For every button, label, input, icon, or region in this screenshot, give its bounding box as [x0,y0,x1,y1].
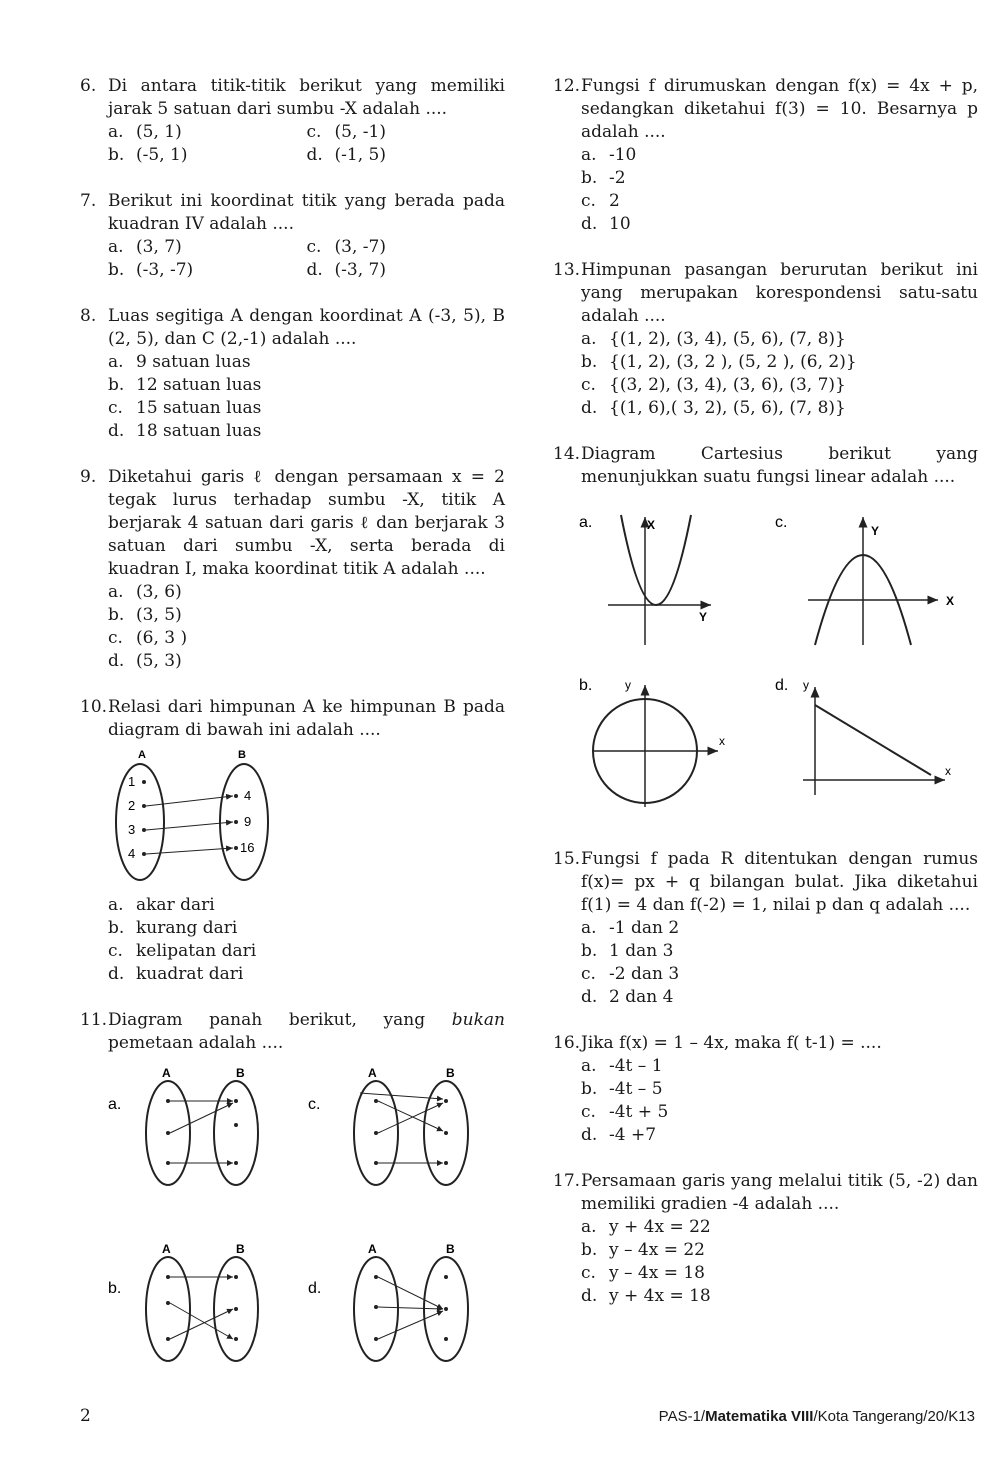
svg-text:X: X [647,518,656,532]
set-a-ellipse [116,764,164,880]
right-column [553,75,978,1308]
question-stem: Himpunan pasangan berurutan berikut ini yang merupakan korespondensi satu-satu adalah .... [581,260,978,326]
option-d[interactable]: d. 18 satuan luas [108,421,262,441]
svg-text:B: B [236,1242,245,1256]
svg-text:Y: Y [871,524,880,538]
svg-text:X: X [946,594,955,608]
graph-b[interactable] [579,677,725,807]
svg-text:B: B [236,1066,245,1080]
diagram-d[interactable] [308,1242,468,1361]
option-d[interactable]: d. {(1, 6),( 3, 2), (5, 6), (7, 8)} [581,398,846,418]
question-number: 15. [553,849,581,869]
option-d[interactable]: d. y + 4x = 18 [581,1286,711,1306]
option-d[interactable]: d. kuadrat dari [108,964,244,984]
question-number: 9. [80,467,97,487]
option-c[interactable]: c. (6, 3 ) [108,628,188,648]
question-10 [80,696,505,986]
set-a-element: 4 [128,846,136,861]
svg-text:A: A [162,1242,171,1256]
option-a[interactable]: a. akar dari [108,895,215,915]
svg-text:A: A [162,1066,171,1080]
svg-text:A: A [368,1066,377,1080]
option-b[interactable]: b. (-3, -7) [108,260,194,280]
option-a[interactable]: a. 9 satuan luas [108,352,251,372]
option-a[interactable]: a. (3, 7) [108,237,182,257]
option-b[interactable]: b. -4t – 5 [581,1079,663,1099]
question-number: 14. [553,444,581,464]
question-number: 10. [80,697,108,717]
question-stem: Diagram panah berikut, yang bukan pemetaan adalah .... [108,1010,505,1053]
set-a-element: 1 [128,774,136,789]
question-stem: Luas segitiga A dengan koordinat A (-3, 5), B (2, 5), dan C (2,-1) adalah .... [108,306,505,349]
svg-text:d.: d. [775,677,789,694]
question-number: 12. [553,76,581,96]
q11-diagrams [80,1063,505,1373]
question-number: 13. [553,260,581,280]
option-a[interactable]: a. y + 4x = 22 [581,1217,711,1237]
question-12 [553,75,978,236]
option-c[interactable]: c. (5, -1) [306,122,386,142]
option-b[interactable]: b. {(1, 2), (3, 2 ), (5, 2 ), (6, 2)} [581,352,857,372]
option-c[interactable]: c. -2 dan 3 [581,964,680,984]
question-6 [80,75,505,167]
svg-text:y: y [625,678,631,692]
svg-text:y: y [803,678,809,692]
option-c[interactable]: c. (3, -7) [306,237,386,257]
set-b-element: 9 [244,814,252,829]
option-b[interactable]: b. y – 4x = 22 [581,1240,705,1260]
question-stem: Fungsi f pada R ditentukan dengan rumus f(x)= px + q bilangan bulat. Jika diketahui f(1) = 4 dan f(-2) = 1, nilai p dan q adalah .... [581,849,978,915]
question-11 [80,1009,505,1055]
diagram-b[interactable] [108,1242,258,1361]
option-c[interactable]: c. y – 4x = 18 [581,1263,705,1283]
question-stem: Diagram Cartesius berikut yang menunjukkan suatu fungsi linear adalah .... [581,444,978,487]
graph-d[interactable] [775,677,951,795]
set-b-label: B [238,749,246,761]
question-14 [553,443,978,489]
q14-graphs [553,495,978,850]
question-stem: Fungsi f dirumuskan dengan f(x) = 4x + p, sedangkan diketahui f(3) = 10. Besarnya p adalah .... [581,76,978,142]
page-number: 2 [80,1406,91,1426]
set-a-element: 2 [128,798,136,813]
svg-text:Y: Y [699,610,708,624]
svg-text:B: B [446,1242,455,1256]
question-stem: Di antara titik-titik berikut yang memiliki jarak 5 satuan dari sumbu -X adalah .... [108,76,505,119]
option-a[interactable]: a. -1 dan 2 [581,918,680,938]
question-8 [80,305,505,443]
option-d[interactable]: d. (-1, 5) [306,145,386,165]
svg-text:B: B [446,1066,455,1080]
question-number: 7. [80,191,97,211]
option-d[interactable]: d. (-3, 7) [306,260,386,280]
question-stem: Jika f(x) = 1 – 4x, maka f( t-1) = .... [581,1033,882,1053]
svg-text:d.: d. [308,1280,322,1297]
diagram-c[interactable] [308,1066,468,1185]
option-a[interactable]: a. (3, 6) [108,582,182,602]
question-stem: Diketahui garis ℓ dengan persamaan x = 2 tegak lurus terhadap sumbu -X, titik A berjarak 4 satuan dari garis ℓ dan berjarak 3 satuan dari sumbu -X, serta berada di kuadran I, maka koordinat titik A adalah .... [108,467,505,579]
option-c[interactable]: c. kelipatan dari [108,941,257,961]
svg-text:c.: c. [775,514,788,531]
svg-text:a.: a. [108,1096,122,1113]
option-d[interactable]: d. 2 dan 4 [581,987,674,1007]
option-a[interactable]: a. -10 [581,145,637,165]
option-c[interactable]: c. 15 satuan luas [108,398,262,418]
option-a[interactable]: a. -4t – 1 [581,1056,663,1076]
question-stem: Berikut ini koordinat titik yang berada pada kuadran IV adalah .... [108,191,505,234]
diagram-a[interactable] [108,1066,258,1185]
set-b-element: 16 [240,840,255,855]
graph-a[interactable] [579,514,711,645]
question-stem: Persamaan garis yang melalui titik (5, -2) dan memiliki gradien -4 adalah .... [581,1171,978,1214]
document-code: PAS-1/Matematika VIII/Kota Tangerang/20/K13 [658,1408,975,1425]
set-b-element: 4 [244,788,252,803]
option-c[interactable]: c. 2 [581,191,620,211]
svg-text:c.: c. [308,1096,321,1113]
svg-text:x: x [945,764,951,778]
question-13 [553,259,978,420]
question-number: 8. [80,306,97,326]
svg-text:a.: a. [579,514,593,531]
option-b[interactable]: b. -2 [581,168,626,188]
svg-text:b.: b. [108,1280,122,1297]
option-a[interactable]: a. {(1, 2), (3, 4), (5, 6), (7, 8)} [581,329,846,349]
question-number: 17. [553,1171,581,1191]
option-a[interactable]: a. (5, 1) [108,122,182,142]
arrow-diagram [108,748,368,888]
svg-text:b.: b. [579,677,593,694]
option-c[interactable]: c. {(3, 2), (3, 4), (3, 6), (3, 7)} [581,375,846,395]
option-b[interactable]: b. 1 dan 3 [581,941,674,961]
question-stem: Relasi dari himpunan A ke himpunan B pada diagram di bawah ini adalah .... [108,697,505,740]
option-d[interactable]: d. 10 [581,214,631,234]
option-b[interactable]: b. (-5, 1) [108,145,188,165]
set-a-label: A [138,749,146,761]
left-column [80,75,505,1373]
question-9 [80,466,505,673]
svg-text:x: x [719,734,725,748]
question-number: 11. [80,1010,108,1030]
option-b[interactable]: b. 12 satuan luas [108,375,262,395]
question-7 [80,190,505,282]
question-17 [553,1170,978,1308]
svg-text:A: A [368,1242,377,1256]
option-b[interactable]: b. (3, 5) [108,605,182,625]
option-b[interactable]: b. kurang dari [108,918,238,938]
question-number: 16. [553,1033,581,1053]
graph-c[interactable] [775,514,954,645]
option-d[interactable]: d. -4 +7 [581,1125,657,1145]
option-c[interactable]: c. -4t + 5 [581,1102,669,1122]
question-number: 6. [80,76,97,96]
option-d[interactable]: d. (5, 3) [108,651,182,671]
question-16 [553,1032,978,1147]
question-15 [553,848,978,1009]
set-a-element: 3 [128,822,136,837]
